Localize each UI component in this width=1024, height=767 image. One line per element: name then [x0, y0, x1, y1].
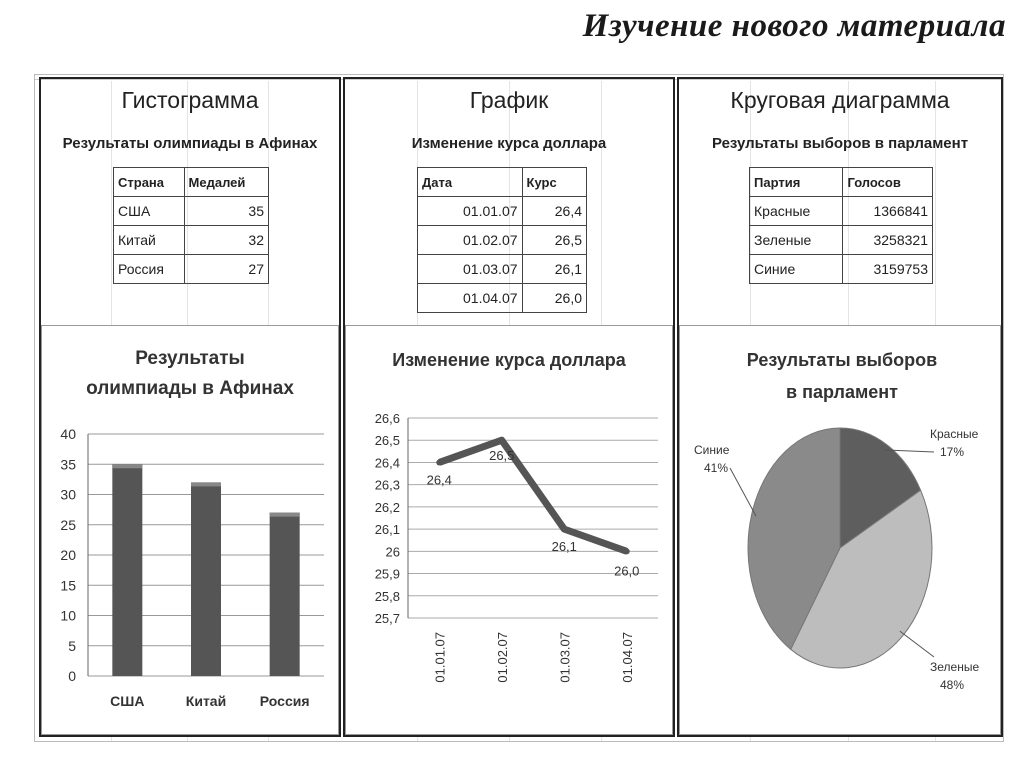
y-tick-label: 26,6 [374, 411, 400, 426]
y-tick-label: 25,7 [374, 611, 400, 626]
y-tick-label: 26 [385, 544, 400, 560]
page-title: Изучение нового материала [582, 8, 1006, 44]
y-tick-label: 26,3 [374, 477, 400, 493]
slice-percent-label: 48% [940, 678, 965, 692]
table-cell[interactable]: 01.02.07 [418, 226, 523, 255]
table-cell[interactable]: 26,4 [522, 197, 586, 226]
leader-line [900, 631, 934, 657]
panel-title: Круговая диаграмма [730, 87, 950, 113]
data-label: 26,4 [426, 472, 452, 488]
table-header: Страна [114, 168, 185, 197]
panel-subtitle: Изменение курса доллара [411, 135, 607, 152]
line-chart-box[interactable] [345, 325, 673, 735]
table-cell[interactable]: 26,1 [522, 255, 586, 284]
y-tick-label: 25,9 [374, 566, 400, 582]
pie-chart [680, 326, 1000, 734]
y-tick-label: 30 [60, 486, 76, 503]
y-tick-label: 40 [60, 426, 76, 442]
y-tick-label: 26,2 [374, 499, 400, 515]
bar-2 [270, 513, 300, 676]
y-tick-label: 0 [68, 668, 76, 684]
table-cell[interactable]: Россия [114, 255, 185, 284]
y-tick-label: 26,4 [374, 455, 400, 471]
table-cell[interactable]: Китай [114, 226, 185, 255]
bar-1 [191, 482, 221, 676]
x-tick-label: 01.01.07 [432, 632, 448, 683]
x-tick-label: 01.03.07 [557, 632, 573, 683]
table-cell[interactable]: Зеленые [750, 226, 843, 255]
panel-title: Гистограмма [121, 87, 259, 113]
y-tick-label: 26,1 [374, 522, 400, 538]
y-tick-label: 20 [60, 547, 76, 563]
x-tick-label: Россия [259, 693, 310, 709]
data-label: 26,5 [489, 448, 515, 464]
chart-title: в парламент [786, 382, 898, 402]
y-tick-label: 25,8 [374, 588, 400, 604]
medals-table [113, 167, 269, 284]
table-cell[interactable]: 01.04.07 [418, 284, 523, 313]
y-tick-label: 15 [60, 577, 76, 594]
x-tick-label: Китай [185, 693, 227, 709]
table-header: Курс [522, 168, 586, 197]
table-cell[interactable]: Синие [750, 255, 843, 284]
panel-subtitle: Результаты олимпиады в Афинах [62, 135, 318, 152]
pie-panel [677, 77, 1003, 737]
table-cell[interactable]: 01.01.07 [418, 197, 523, 226]
table-cell[interactable]: Красные [750, 197, 843, 226]
data-point [561, 526, 567, 532]
bar-0 [112, 464, 142, 676]
table-cell[interactable]: 26,0 [522, 284, 586, 313]
table-cell[interactable]: 3258321 [843, 226, 933, 255]
bar-chart-box[interactable] [41, 325, 339, 735]
chart-title: Результаты выборов [746, 350, 938, 370]
bar-chart [42, 326, 338, 734]
series-line [439, 440, 627, 551]
y-tick-label: 25 [60, 516, 76, 533]
table-cell[interactable]: 1366841 [843, 197, 933, 226]
slice-percent-label: 41% [704, 461, 729, 475]
data-label: 26,1 [551, 539, 577, 555]
table-cell[interactable]: 32 [184, 226, 268, 255]
table-cell[interactable]: 3159753 [843, 255, 933, 284]
graph-panel [343, 77, 675, 737]
leader-line [730, 468, 756, 516]
x-tick-label: 01.02.07 [494, 632, 510, 683]
slice-name-label: Красные [930, 427, 979, 441]
slice-name-label: Синие [694, 443, 730, 457]
histogram-panel [39, 77, 341, 737]
slice-name-label: Зеленые [930, 660, 980, 674]
y-tick-label: 35 [60, 456, 76, 473]
table-cell[interactable]: 27 [184, 255, 268, 284]
pie-chart-box[interactable] [679, 325, 1001, 735]
x-tick-label: 01.04.07 [619, 632, 635, 683]
y-tick-label: 26,5 [374, 433, 400, 449]
table-cell[interactable]: США [114, 197, 185, 226]
table-header: Голосов [843, 168, 933, 197]
table-cell[interactable]: 35 [184, 197, 268, 226]
data-point [499, 437, 505, 443]
data-point [624, 548, 630, 554]
bar-top-2 [270, 513, 300, 517]
chart-title: Изменение курса доллара [392, 350, 626, 370]
table-header: Медалей [184, 168, 268, 197]
line-chart [346, 326, 672, 734]
panel-title: График [469, 87, 549, 113]
y-tick-label: 10 [60, 607, 76, 624]
data-label: 26,0 [614, 563, 640, 579]
chart-title: Результаты [135, 348, 245, 369]
table-header: Партия [750, 168, 843, 197]
rate-table [417, 167, 587, 313]
bar-top-1 [191, 482, 221, 486]
chart-title: олимпиады в Афинах [86, 378, 294, 399]
spreadsheet [34, 74, 1004, 742]
table-cell[interactable]: 01.03.07 [418, 255, 523, 284]
panel-subtitle: Результаты выборов в парламент [711, 135, 969, 152]
slice-percent-label: 17% [940, 445, 965, 459]
votes-table [749, 167, 933, 284]
x-tick-label: США [110, 693, 145, 709]
bar-top-0 [112, 464, 142, 468]
table-cell[interactable]: 26,5 [522, 226, 586, 255]
data-point [436, 459, 442, 465]
table-header: Дата [418, 168, 523, 197]
y-tick-label: 5 [68, 637, 76, 654]
